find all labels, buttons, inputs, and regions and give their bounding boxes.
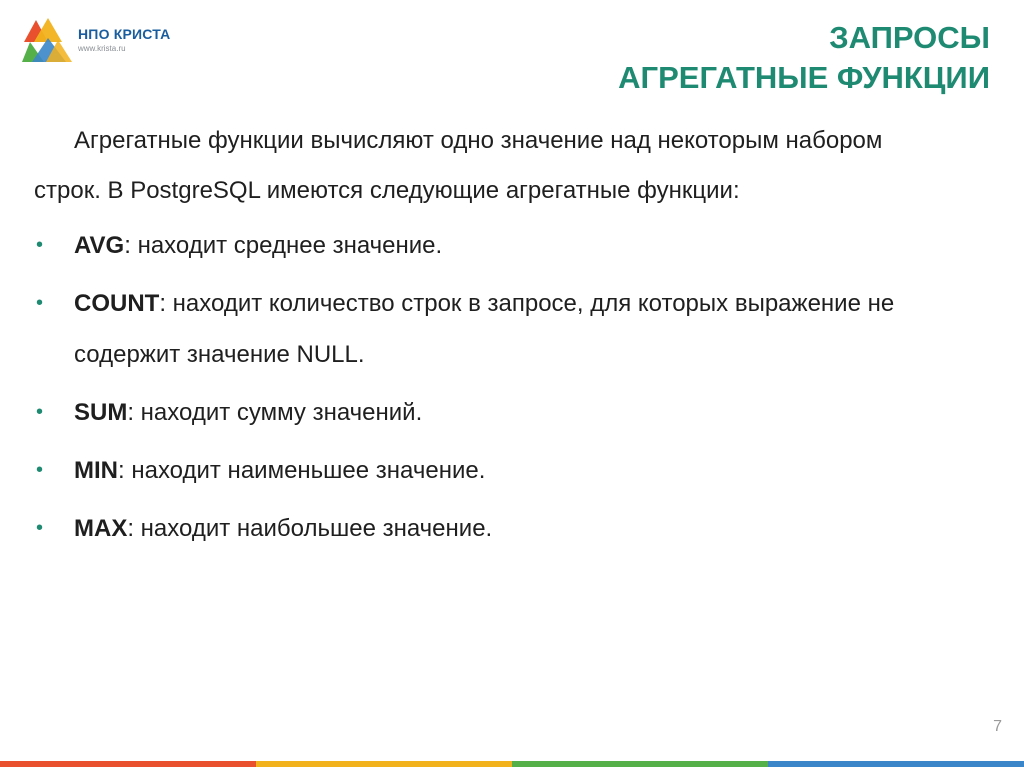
logo-triangles-icon [22, 16, 76, 64]
title-line-2: АГРЕГАТНЫЕ ФУНКЦИИ [618, 60, 990, 95]
bullet-list [34, 220, 934, 554]
bullet-item-count [34, 278, 934, 380]
intro-paragraph: Агрегатные функции вычисляют одно значение над некоторым набором строк. В PostgreSQL имеются следующие агрегатные функции: [34, 127, 883, 204]
slide-content [34, 116, 934, 561]
bullet-item-min [34, 445, 934, 496]
bottom-bar-segment [512, 761, 768, 767]
bullet-item-avg [34, 220, 934, 271]
bullet-icon: • [36, 459, 44, 481]
bottom-color-bar [0, 761, 1024, 767]
bullet-icon: • [36, 517, 44, 539]
company-logo [22, 16, 182, 64]
bullet-term: COUNT [74, 290, 160, 317]
bullet-text: : находит наименьшее значение. [118, 457, 486, 484]
bottom-bar-segment [0, 761, 256, 767]
logo-url: www.krista.ru [78, 44, 126, 53]
bullet-term: AVG [74, 232, 125, 259]
page-number: 7 [993, 718, 1002, 735]
bullet-item-sum [34, 387, 934, 438]
bullet-icon: • [36, 401, 44, 423]
slide-title [618, 18, 990, 98]
bullet-term: SUM [74, 399, 128, 426]
bullet-text: : находит наибольшее значение. [127, 515, 493, 542]
logo-name: НПО КРИСТА [78, 26, 171, 42]
title-line-1: ЗАПРОСЫ [829, 20, 990, 55]
bullet-text: : находит среднее значение. [124, 232, 443, 259]
bullet-text: : находит сумму значений. [127, 399, 423, 426]
bottom-bar-segment [768, 761, 1024, 767]
bullet-icon: • [36, 292, 44, 314]
bullet-item-max [34, 503, 934, 554]
bullet-term: MAX [74, 515, 128, 542]
bottom-bar-segment [256, 761, 512, 767]
bullet-term: MIN [74, 457, 118, 484]
bullet-icon: • [36, 234, 44, 256]
bullet-text: : находит количество строк в запросе, для которых выражение не содержит значение NULL. [74, 290, 895, 368]
